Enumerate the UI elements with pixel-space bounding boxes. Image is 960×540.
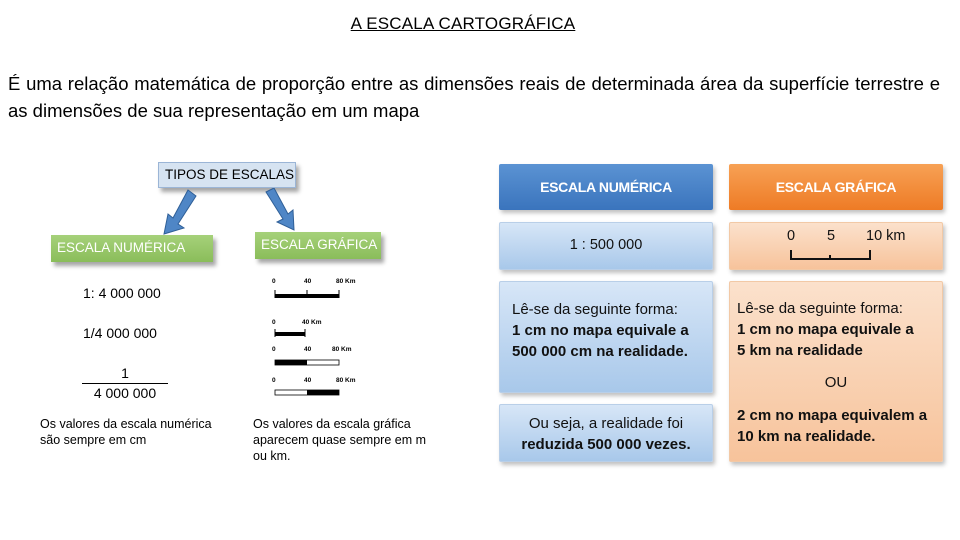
scalebar-label: 40 xyxy=(304,377,312,384)
grafica-header-label: ESCALA GRÁFICA xyxy=(775,179,897,195)
escala-numerica-box: ESCALA NUMÉRICA xyxy=(51,235,213,262)
fraction-numerator: 1 xyxy=(121,365,129,381)
numerica-value-card xyxy=(499,222,713,270)
grafica-reading-card xyxy=(729,281,943,462)
grafica-or: OU xyxy=(824,374,848,391)
escala-grafica-box: ESCALA GRÁFICA xyxy=(255,232,381,259)
graphic-note xyxy=(253,416,426,464)
scalebar-label: 0 xyxy=(272,346,276,353)
alternative-line: 2 cm no mapa equivalem a xyxy=(737,407,928,424)
numerica-result-card xyxy=(499,404,713,462)
reading-line: 5 km na realidade xyxy=(737,342,863,359)
numeric-note xyxy=(40,416,212,448)
numerica-header-card xyxy=(499,164,713,210)
numerica-value: 1 : 500 000 xyxy=(569,237,643,253)
alternative-line: 10 km na realidade. xyxy=(737,428,876,445)
grafica-reading xyxy=(737,298,914,361)
result-line: reduzida 500 000 vezes. xyxy=(521,436,691,453)
scalebar-label: 80 Km xyxy=(332,346,352,353)
scalebar-example xyxy=(272,319,362,343)
reading-line: 500 000 cm na realidade. xyxy=(512,343,688,360)
arrow-down-left-icon xyxy=(160,188,200,238)
intro-paragraph: É uma relação matemática de proporção entre as dimensões reais de determinada área da superfície terrestre e as dimensões de sua representação em um mapa xyxy=(8,73,940,121)
fraction-denominator: 4 000 000 xyxy=(93,385,157,401)
scalebar-label: 40 xyxy=(304,346,312,353)
page-title: A ESCALA CARTOGRÁFICA xyxy=(350,14,576,33)
scalebar-label: 0 xyxy=(272,377,276,384)
scalebar-label: 40 Km xyxy=(302,319,322,326)
graphic-note-line: Os valores da escala gráfica xyxy=(253,417,411,431)
numerica-reading xyxy=(512,299,689,362)
grafica-scale-card xyxy=(729,222,943,270)
reading-line: Lê-se da seguinte forma: xyxy=(737,300,903,317)
grafica-tick-10: 10 km xyxy=(866,228,906,244)
reading-line: Lê-se da seguinte forma: xyxy=(512,301,678,318)
numerica-reading-card xyxy=(499,281,713,393)
reading-line: 1 cm no mapa equivale a xyxy=(512,322,689,339)
graphic-note-line: ou km. xyxy=(253,449,291,463)
grafica-scale-bar xyxy=(788,248,874,264)
result-line: Ou seja, a realidade foi xyxy=(528,415,684,432)
numerica-header-label: ESCALA NUMÉRICA xyxy=(540,179,672,195)
numeric-note-line: são sempre em cm xyxy=(40,433,147,447)
fraction-bar xyxy=(82,383,168,384)
graphic-note-line: aparecem quase sempre em m xyxy=(253,433,426,447)
scalebar-example xyxy=(272,278,362,302)
numeric-example-fraction xyxy=(82,365,168,402)
numeric-example-slash: 1/4 000 000 xyxy=(83,325,157,341)
scalebar-example xyxy=(272,377,362,401)
grafica-tick-0: 0 xyxy=(787,228,796,244)
scalebar-label: 0 xyxy=(272,278,276,285)
tipos-de-escalas-box: TIPOS DE ESCALAS xyxy=(158,162,296,188)
scalebar-label: 0 xyxy=(272,319,276,326)
grafica-alternative xyxy=(737,405,927,447)
numeric-example-ratio: 1: 4 000 000 xyxy=(83,285,161,301)
grafica-tick-5: 5 xyxy=(827,228,836,244)
scalebar-example xyxy=(272,346,362,370)
reading-line: 1 cm no mapa equivale a xyxy=(737,321,914,338)
scalebar-label: 80 Km xyxy=(336,278,356,285)
scalebar-label: 80 Km xyxy=(336,377,356,384)
numeric-note-line: Os valores da escala numérica xyxy=(40,417,212,431)
arrow-down-right-icon xyxy=(262,188,302,234)
grafica-header-card xyxy=(729,164,943,210)
numerica-result xyxy=(500,413,712,455)
scalebar-label: 40 xyxy=(304,278,312,285)
